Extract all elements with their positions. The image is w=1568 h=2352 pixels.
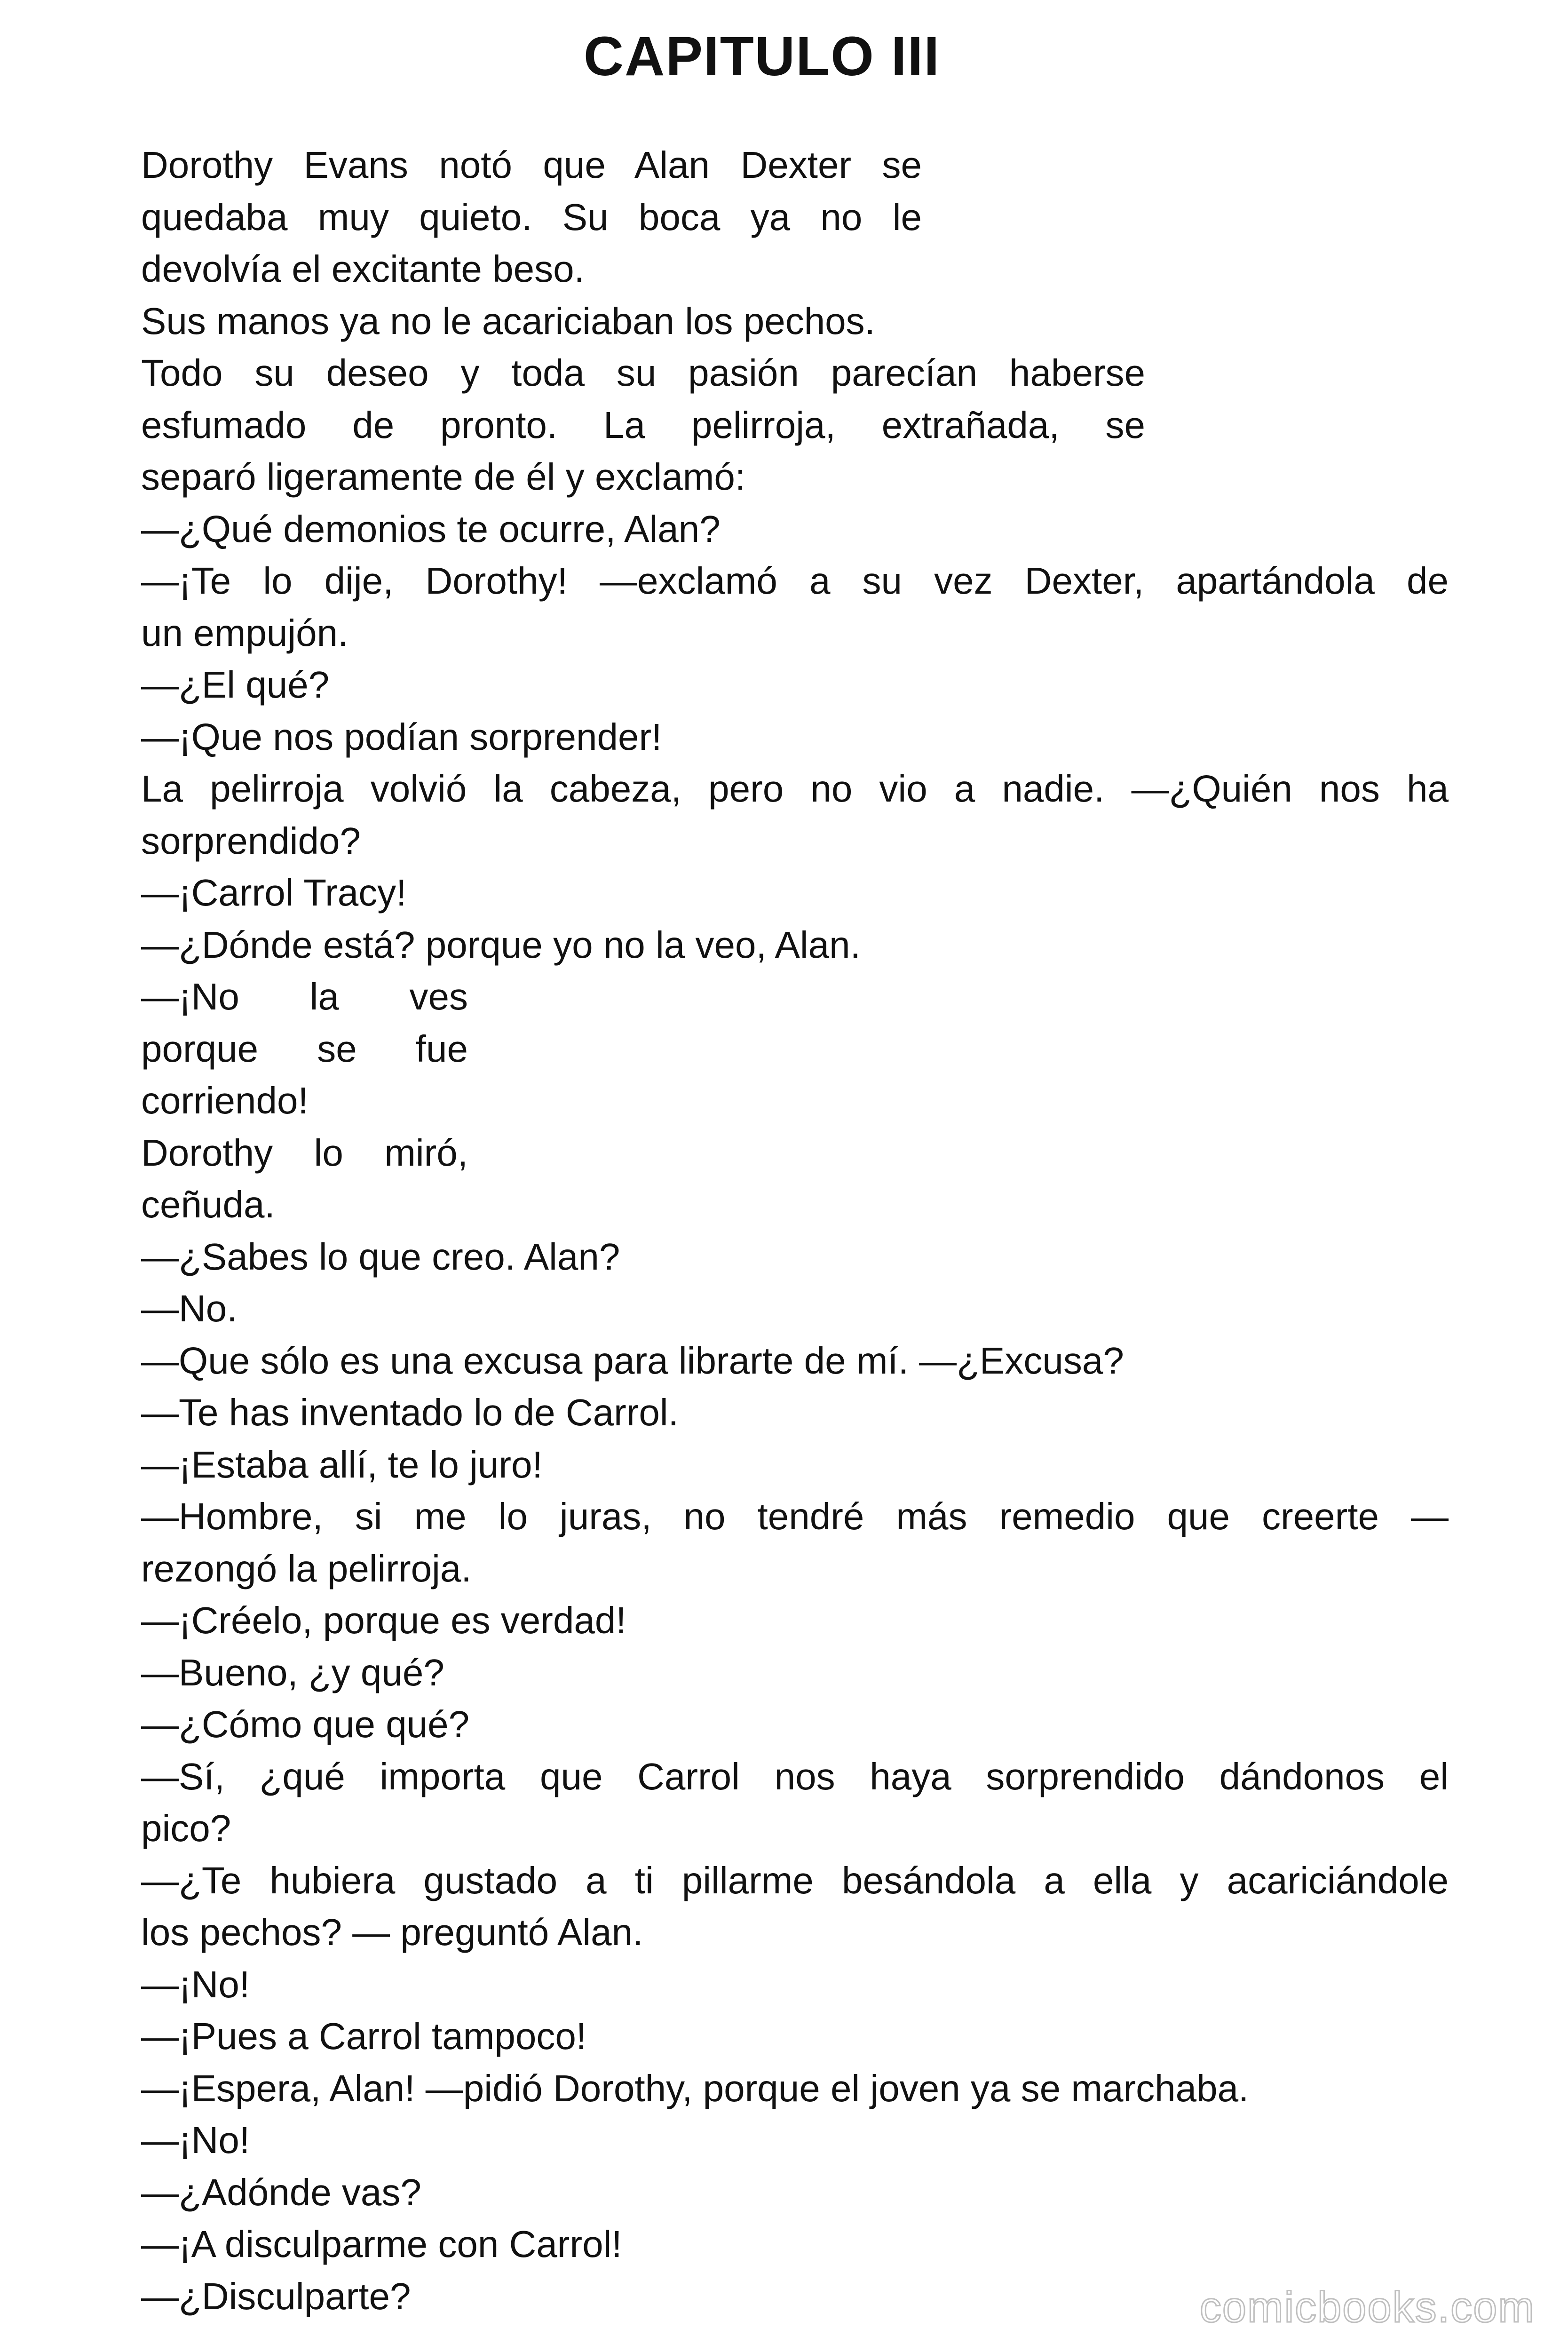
text-line: —¿El qué? bbox=[141, 664, 330, 706]
text-line: —¿Sabes lo que creo. Alan? bbox=[141, 1235, 620, 1278]
text-line: —¡Créelo, porque es verdad! bbox=[141, 1599, 626, 1641]
text-line: —¿Dónde está? porque yo no la veo, Alan. bbox=[141, 923, 861, 966]
text-line: —¿Te hubiera gustado a ti pillarme besándola a ella y acariciándole bbox=[141, 1859, 1449, 1901]
text-line: pico? bbox=[141, 1807, 231, 1849]
text-line: —No. bbox=[141, 1287, 238, 1329]
text-line: separó ligeramente de él y exclamó: bbox=[141, 456, 746, 498]
text-line: los pechos? — preguntó Alan. bbox=[141, 1911, 643, 1953]
text-line: Dorothy Evans notó que Alan Dexter se bbox=[141, 144, 922, 186]
text-line: devolvía el excitante beso. bbox=[141, 248, 585, 290]
text-line: porque se fue bbox=[141, 1027, 468, 1070]
text-line: —Hombre, si me lo juras, no tendré más remedio que creerte — bbox=[141, 1495, 1449, 1537]
text-line: —¡No! bbox=[141, 1963, 250, 2005]
text-line: —¡Espera, Alan! —pidió Dorothy, porque el joven ya se marchaba. bbox=[141, 2067, 1249, 2109]
text-line: —Te has inventado lo de Carrol. bbox=[141, 1391, 679, 1433]
text-line: —¡No! bbox=[141, 2119, 250, 2161]
text-line: —¡Estaba allí, te lo juro! bbox=[141, 1443, 543, 1486]
body-text bbox=[141, 139, 1449, 2322]
text-line: quedaba muy quieto. Su boca ya no le bbox=[141, 196, 922, 238]
text-line: rezongó la pelirroja. bbox=[141, 1547, 472, 1589]
watermark: comicbooks.com bbox=[1199, 2283, 1535, 2331]
text-line: Dorothy lo miró, bbox=[141, 1131, 468, 1174]
text-line: —Que sólo es una excusa para librarte de mí. —¿Excusa? bbox=[141, 1339, 1124, 1382]
text-line: —¡A disculparme con Carrol! bbox=[141, 2223, 622, 2265]
text-line: esfumado de pronto. La pelirroja, extrañada, se bbox=[141, 404, 1145, 446]
text-line: —¡Que nos podían sorprender! bbox=[141, 715, 662, 758]
text-line: —¡Pues a Carrol tampoco! bbox=[141, 2015, 587, 2057]
text-line: sorprendido? bbox=[141, 819, 361, 862]
text-line: —¿Cómo que qué? bbox=[141, 1703, 470, 1745]
text-line: Todo su deseo y toda su pasión parecían haberse bbox=[141, 352, 1145, 394]
text-line: —¿Qué demonios te ocurre, Alan? bbox=[141, 508, 721, 550]
text-line: —¿Disculparte? bbox=[141, 2275, 411, 2317]
text-line: La pelirroja volvió la cabeza, pero no vio a nadie. —¿Quién nos ha bbox=[141, 768, 1449, 810]
text-line: Sus manos ya no le acariciaban los pechos. bbox=[141, 300, 875, 342]
chapter-title: CAPITULO III bbox=[583, 25, 941, 87]
text-line: ceñuda. bbox=[141, 1184, 275, 1225]
text-line: corriendo! bbox=[141, 1080, 309, 1121]
text-line: —¡Te lo dije, Dorothy! —exclamó a su vez Dexter, apartándola de bbox=[141, 560, 1449, 602]
text-line: —¿Adónde vas? bbox=[141, 2171, 421, 2213]
text-line: un empujón. bbox=[141, 612, 348, 654]
text-line: —Bueno, ¿y qué? bbox=[141, 1651, 444, 1693]
text-line: —¡No la ves bbox=[141, 976, 468, 1017]
text-line: —Sí, ¿qué importa que Carrol nos haya sorprendido dándonos el bbox=[141, 1755, 1449, 1797]
text-line: —¡Carrol Tracy! bbox=[141, 872, 407, 914]
